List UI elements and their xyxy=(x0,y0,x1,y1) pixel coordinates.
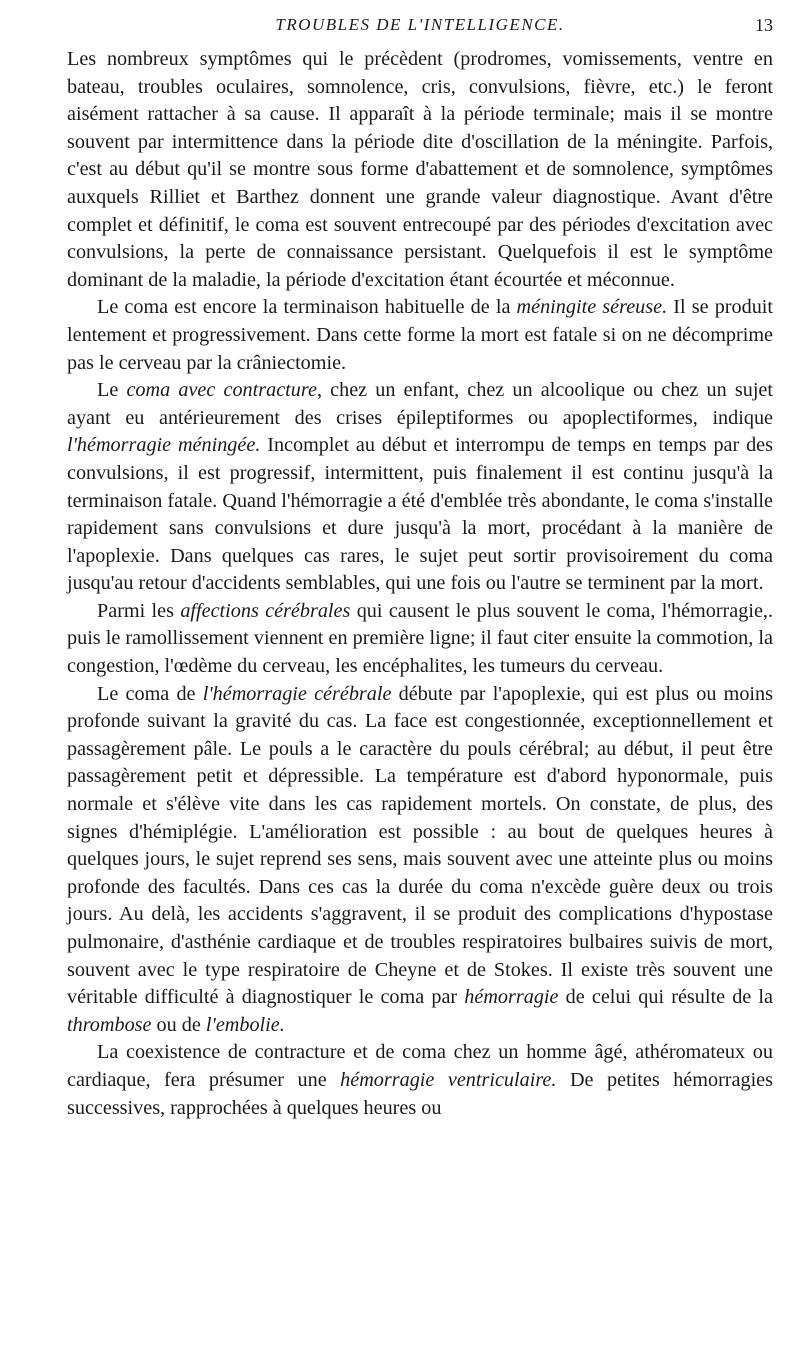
page-number: 13 xyxy=(755,15,773,35)
paragraph xyxy=(67,681,773,1040)
text-run: , chez un enfant, chez un alcoolique ou chez un sujet ayant eu antérieurement des crises épileptiformes ou apoplectiformes, indique xyxy=(67,379,773,429)
text-run: De petites hémorragies successives, rapprochées à quelques heures ou xyxy=(67,1068,773,1119)
italic-text-run: affections cérébrales xyxy=(180,599,351,622)
text-body xyxy=(67,46,773,1122)
text-run: Il se produit lentement et progressivement. Dans cette forme la mort est fatale si on ne décomprime pas le cerveau par la crâniectomie. xyxy=(67,296,774,374)
italic-text-run: coma avec contracture xyxy=(126,379,317,402)
running-header xyxy=(67,10,773,40)
paragraph xyxy=(67,294,773,377)
text-run: de celui qui résulte de la xyxy=(558,986,773,1009)
text-run: Le coma est encore la terminaison habituelle de la xyxy=(97,296,517,319)
running-title: TROUBLES DE L'INTELLIGENCE. xyxy=(275,15,565,34)
paragraph xyxy=(67,1039,773,1122)
text-run: Le coma de xyxy=(97,682,203,705)
italic-text-run: l'embolie. xyxy=(205,1013,285,1036)
text-run: Les nombreux symptômes qui le précèdent (prodromes, vomissements, ventre en bateau, troubles oculaires, somnolence, cris, convulsions, fièvre, etc.) le feront aisément rattacher à sa cause. Il apparaît à la période terminale; mais il se montre souvent par intermittence dans la période dite d'oscillation de la méningite. Parfois, c'est au début qu'il se montre sous forme d'abattement et de somnolence, symptômes auxquels Rilliet et Barthez donnent une grande valeur diagnostique. Avant d'être complet et définitif, le coma est souvent entrecoupé par des périodes d'excitation avec convulsions, la perte de connaissance persistant. Quelquefois il est le symptôme dominant de la maladie, la période d'excitation étant écourtée et méconnue. xyxy=(67,48,773,291)
italic-text-run: hémorragie xyxy=(464,986,559,1009)
text-run: qui causent le plus souvent le coma, l'hémorragie,. puis le ramollissement viennent en première ligne; il faut citer ensuite la commotion, la congestion, l'œdème du cerveau, les encéphalites, les tumeurs du cerveau. xyxy=(67,599,773,678)
text-run: La coexistence de contracture et de coma chez un homme âgé, athéromateux ou cardiaque, fera présumer une xyxy=(67,1041,773,1091)
paragraph xyxy=(67,598,773,681)
italic-text-run: méningite séreuse. xyxy=(516,296,668,319)
italic-text-run: thrombose xyxy=(67,1013,152,1036)
italic-text-run: hémorragie ventriculaire. xyxy=(340,1068,557,1091)
text-run: ou de xyxy=(151,1013,206,1036)
italic-text-run: l'hémorragie méningée. xyxy=(67,434,261,457)
text-run: débute par l'apoplexie, qui est plus ou moins profonde suivant la gravité du cas. La face est congestionnée, exceptionnellement et passagèrement pâle. Le pouls a le caractère du pouls cérébral; au début, il peut être passagèrement petit et dépressible. La température est d'abord hyponormale, puis normale et s'élève vite dans les cas rapidement mortels. On constate, de plus, des signes d'hémiplégie. L'amélioration est possible : au bout de quelques heures à quelques jours, le sujet reprend ses sens, mais souvent avec une atteinte plus ou moins profonde des facultés. Dans ces cas la durée du coma n'excède guère deux ou trois jours. Au delà, les accidents s'aggravent, il se produit des complications d'hypostase pulmonaire, d'asthénie cardiaque et de troubles respiratoires bulbaires suivis de mort, souvent avec le type respiratoire de Cheyne et de Stokes. Il existe très souvent une véritable difficulté à diagnostiquer le coma par xyxy=(67,682,773,1009)
italic-text-run: l'hémorragie cérébrale xyxy=(202,682,392,705)
paragraph xyxy=(67,377,773,598)
paragraph xyxy=(67,46,773,294)
text-run: Incomplet au début et interrompu de temps en temps par des convulsions, il est progressif, intermittent, puis finalement il est continu jusqu'à la terminaison fatale. Quand l'hémorragie a été d'emblée très abondante, le coma s'installe rapidement sans convulsions et dure jusqu'à la mort, procédant à la manière de l'apoplexie. Dans quelques cas rares, le sujet peut sortir provisoirement du coma jusqu'au retour d'accidents semblables, qui une fois ou l'autre se terminent par la mort. xyxy=(67,434,773,595)
text-run: Le xyxy=(97,379,127,402)
text-run: Parmi les xyxy=(97,599,181,622)
